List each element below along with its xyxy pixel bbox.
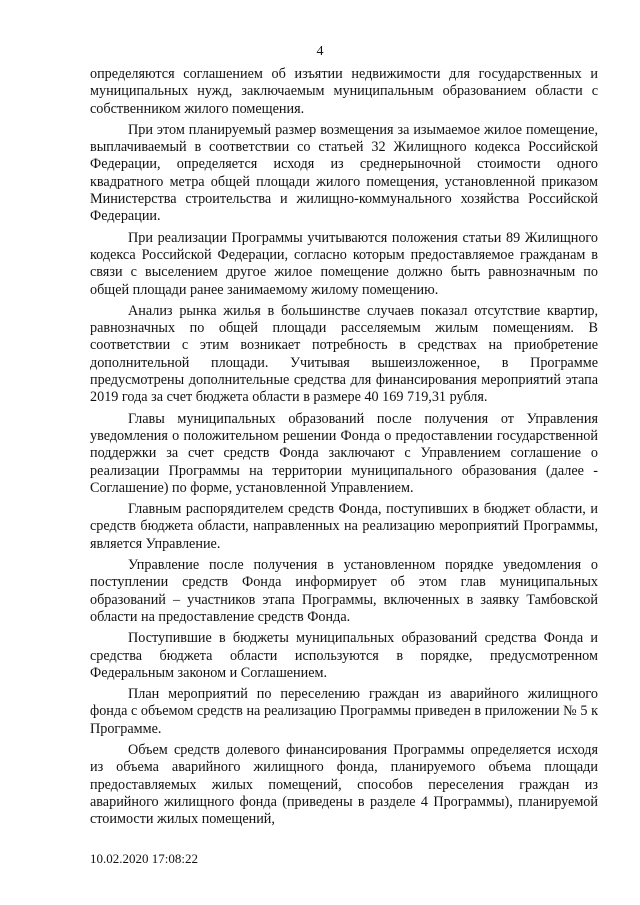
paragraph: Главным распорядителем средств Фонда, поступивших в бюджет области, и средств бюджета области, направленных на реализацию мероприятий Программы, является Управление. xyxy=(90,501,598,552)
page-number: 4 xyxy=(316,44,324,59)
paragraph: Анализ рынка жилья в большинстве случаев показал отсутствие квартир, равнозначных по общей площади расселяемым жилым помещениям. В соответствии с этим возникает потребность в средствах на приобретение дополнительной площади. Учитывая вышеизложенное, в Программе предусмотрены дополнительные средства для финансирования мероприятий этапа 2019 года за счет бюджета области в размере 40 169 719,31 рубля. xyxy=(90,302,598,406)
paragraph: определяются соглашением об изъятии недвижимости для государственных и муниципальных нужд, заключаемым муниципальным образованием области с собственником жилого помещения. xyxy=(90,66,598,117)
paragraph: План мероприятий по переселению граждан из аварийного жилищного фонда с объемом средств на реализацию Программы приведен в приложении № 5 к Программе. xyxy=(90,686,598,737)
paragraph: При реализации Программы учитываются положения статьи 89 Жилищного кодекса Российской Федерации, согласно которым предоставляемое гражданам в связи с выселением другое жилое помещение должно быть равнозначным по общей площади ранее занимаемому жилому помещению. xyxy=(90,229,598,298)
document-body xyxy=(90,66,598,832)
footer-timestamp: 10.02.2020 17:08:22 xyxy=(90,851,198,866)
paragraph: Главы муниципальных образований после получения от Управления уведомления о положительном решении Фонда о предоставлении государственной поддержки за счет средств Фонда заключают с Управлением соглашение о реализации Программы на территории муниципального образования (далее - Соглашение) по форме, установленной Управлением. xyxy=(90,410,598,496)
paragraph: Объем средств долевого финансирования Программы определяется исходя из объема аварийного жилищного фонда, планируемого объема площади предоставляемых жилых помещений, способов переселения граждан из аварийного жилищного фонда (приведены в разделе 4 Программы), планируемой стоимости жилых помещений, xyxy=(90,741,598,828)
paragraph: При этом планируемый размер возмещения за изымаемое жилое помещение, выплачиваемый в соответствии со статьей 32 Жилищного кодекса Российской Федерации, определяется исходя из среднерыночной стоимости одного квадратного метра общей площади жилого помещения, установленной приказом Министерства строительства и жилищно-коммунального хозяйства Российской Федерации. xyxy=(90,121,598,225)
paragraph: Поступившие в бюджеты муниципальных образований средства Фонда и средства бюджета области используются в порядке, предусмотренном Федеральным законом и Соглашением. xyxy=(90,630,598,681)
paragraph: Управление после получения в установленном порядке уведомления о поступлении средств Фонда информирует об этом глав муниципальных образований – участников этапа Программы, включенных в заявку Тамбовской области на предоставление средств Фонда. xyxy=(90,557,598,625)
